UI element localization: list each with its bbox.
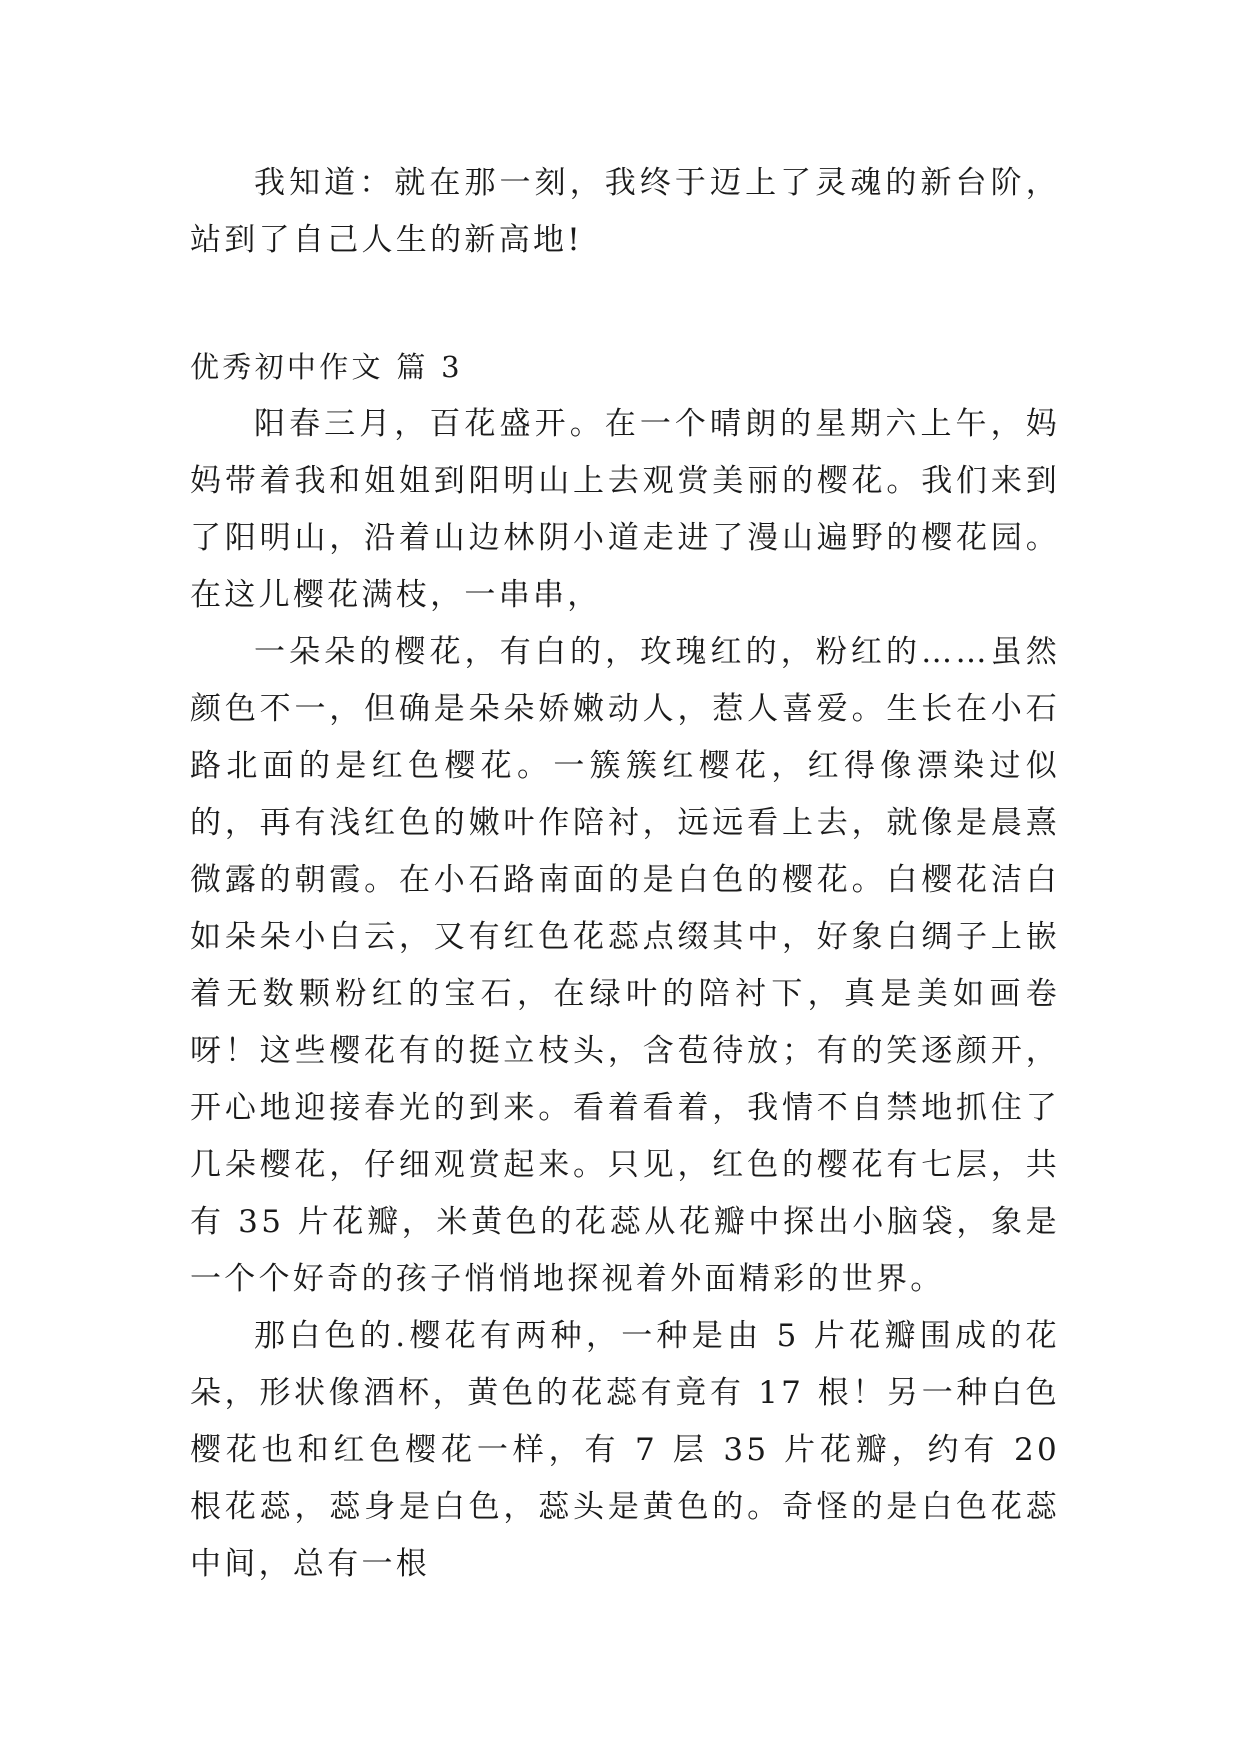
paragraph-closing: 我知道：就在那一刻，我终于迈上了灵魂的新台阶，站到了自己人生的新高地! [190, 165, 1060, 258]
section-heading: 优秀初中作文 篇 3 [190, 350, 463, 384]
paragraph-2: 一朵朵的樱花，有白的，玫瑰红的，粉红的……虽然颜色不一，但确是朵朵娇嫩动人，惹人喜爱。生长在小石路北面的是红色樱花。一簇簇红樱花，红得像漂染过似的，再有浅红色的嫩叶作陪衬，远远看上去，就像是晨熹微露的朝霞。在小石路南面的是白色的樱花。白樱花洁白如朵朵小白云，又有红色花蕊点缀其中，好象白绸子上嵌着无数颗粉红的宝石，在绿叶的陪衬下，真是美如画卷呀！这些樱花有的挺立枝头，含苞待放；有的笑逐颜开，开心地迎接春光的到来。看着看着，我情不自禁地抓住了几朵樱花，仔细观赏起来。只见，红色的樱花有七层，共有 35 片花瓣，米黄色的花蕊从花瓣中探出小脑袋，象是一个个好奇的孩子悄悄地探视着外面精彩的世界。 [190, 634, 1060, 1297]
section-spacer [190, 269, 1060, 339]
paragraph-1: 阳春三月，百花盛开。在一个晴朗的星期六上午，妈妈带着我和姐姐到阳明山上去观赏美丽的樱花。我们来到了阳明山，沿着山边林阴小道走进了漫山遍野的樱花园。在这儿樱花满枝，一串串， [190, 406, 1060, 613]
paragraph-3: 那白色的.樱花有两种，一种是由 5 片花瓣围成的花朵，形状像酒杯，黄色的花蕊有竟有 17 根！另一种白色樱花也和红色樱花一样，有 7 层 35 片花瓣，约有 20 根花蕊，蕊身是白色，蕊头是黄色的。奇怪的是白色花蕊中间，总有一根 [190, 1318, 1060, 1582]
document-page [190, 155, 1060, 1593]
